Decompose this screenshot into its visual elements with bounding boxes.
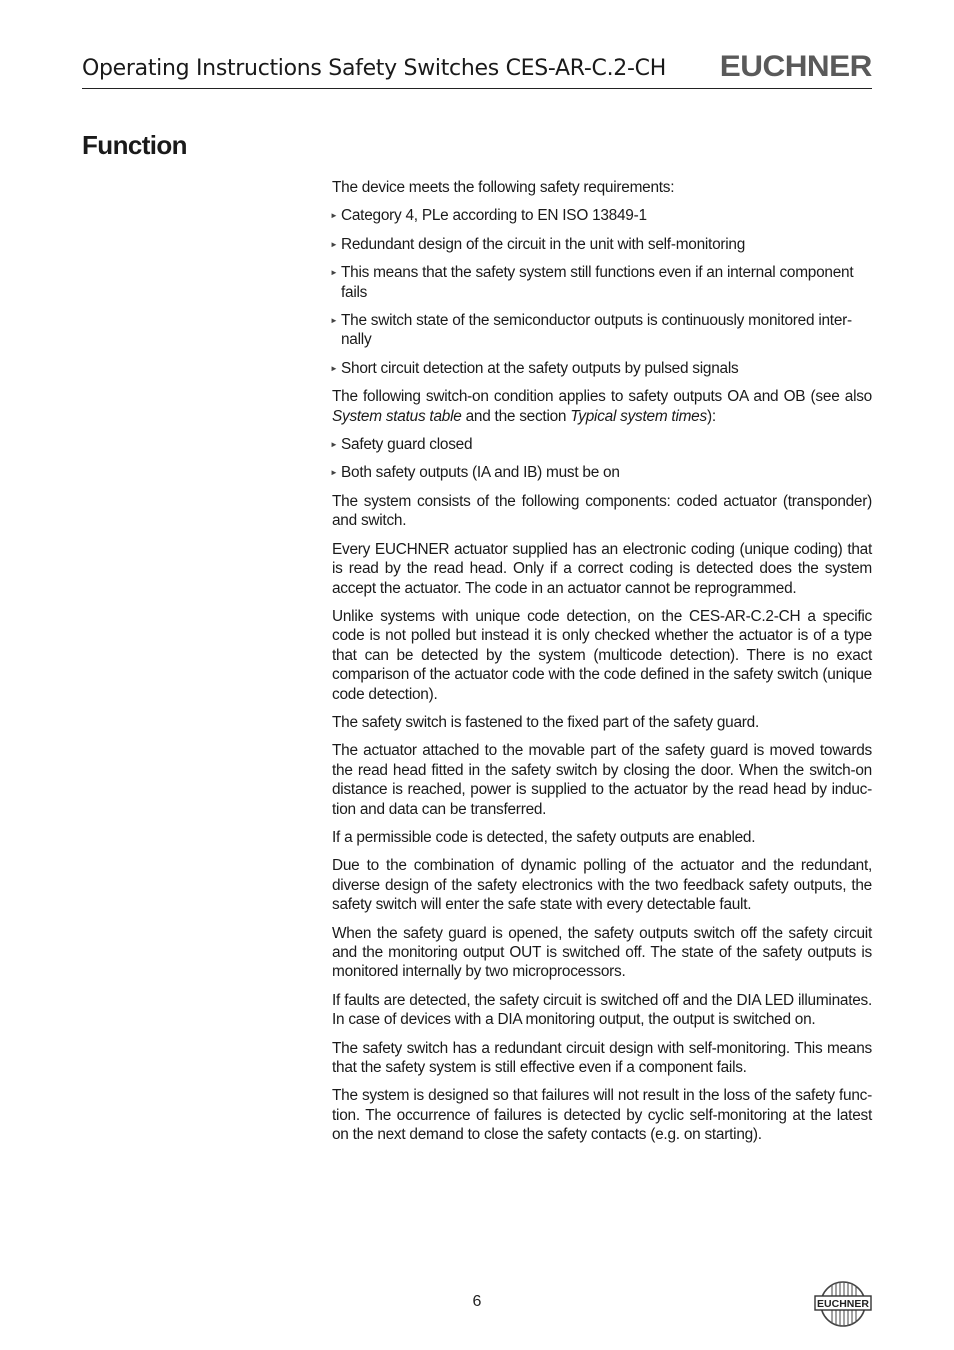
bullet-arrow-icon: ► <box>330 440 338 450</box>
list-item: ► Safety guard closed <box>330 436 473 454</box>
body-paragraph: The system is designed so that failures will not result in the loss of the safety func-tion. The occurrence of failures is detected by cyclic self-monitoring at the latest on the next demand to close the safety contacts (e.g. on starting). <box>332 1087 872 1144</box>
list-item: ► Category 4, PLe according to EN ISO 13849-1 <box>330 207 647 225</box>
bullet-arrow-icon: ► <box>330 211 338 221</box>
main-content <box>332 178 872 1154</box>
typical-system-times-reference: Typical system times <box>570 407 707 425</box>
system-status-table-reference: System status table <box>332 407 462 425</box>
body-paragraph: The actuator attached to the movable part of the safety guard is moved towards the read head fitted in the safety switch by closing the door. When the switch-on distance is reached, power is supplied to the actuator by the read head by induc-tion and data can be transferred. <box>332 742 872 818</box>
body-paragraph: When the safety guard is opened, the safety outputs switch off the safety circuit and the monitoring output OUT is switched off. The state of the safety outputs is monitored internally by two microprocessors. <box>332 924 872 981</box>
bullet-arrow-icon: ► <box>330 239 338 249</box>
body-paragraph: The system consists of the following components: coded actuator (transponder) and switch. <box>332 492 872 530</box>
body-paragraph: If faults are detected, the safety circuit is switched off and the DIA LED illuminates. In case of devices with a DIA monitoring output, the output is switched on. <box>332 991 872 1029</box>
body-paragraph: Every EUCHNER actuator supplied has an electronic coding (unique coding) that is read by the read head. Only if a correct coding is detected does the system accept the actuator. The code in an actuator cannot be reprogrammed. <box>332 540 872 597</box>
document-title: Operating Instructions Safety Switches CES-AR-C.2-CH <box>82 56 666 81</box>
bullet-arrow-icon: ► <box>330 363 338 373</box>
body-paragraph: Unlike systems with unique code detection, on the CES-AR-C.2-CH a specific code is not polled but instead it is only checked whether the actuator is of a type that can be detected by the system (multicode detection). There is no exact comparison of the actuator code with the code defined in the safety switch (unique code detection). <box>332 607 872 703</box>
body-paragraph: The safety switch is fastened to the fixed part of the safety guard. <box>332 713 760 731</box>
list-item: ► This means that the safety system still functions even if an internal component fails <box>330 264 854 301</box>
section-title: Function <box>82 130 187 160</box>
body-paragraph: The safety switch has a redundant circuit design with self-monitoring. This means that the safety system is still effective even if a component fails. <box>332 1039 872 1077</box>
footer-logo-text: EUCHNER <box>817 1298 869 1310</box>
brand-logo: EUCHNER <box>719 50 872 83</box>
euchner-seal-logo <box>814 1280 872 1328</box>
list-item: ► The switch state of the semiconductor outputs is continuously monitored inter-nally <box>330 312 852 349</box>
page-number: 6 <box>472 1293 482 1310</box>
intro-paragraph: The device meets the following safety requirements: <box>332 179 675 196</box>
list-item: ► Both safety outputs (IA and IB) must be on <box>330 464 620 482</box>
conditions-list <box>332 435 872 483</box>
requirements-list <box>332 206 872 378</box>
list-item: ► Redundant design of the circuit in the unit with self-monitoring <box>330 235 746 253</box>
bullet-arrow-icon: ► <box>330 268 338 278</box>
page-header <box>82 50 872 89</box>
body-paragraph: If a permissible code is detected, the safety outputs are enabled. <box>332 828 756 846</box>
body-paragraph: Due to the combination of dynamic polling of the actuator and the redundant, diverse design of the safety electronics with the two feedback safety outputs, the safety switch will enter the safe state with every detectable fault. <box>332 857 872 914</box>
bullet-arrow-icon: ► <box>330 316 338 326</box>
switch-on-paragraph: The following switch-on condition applies to safety outputs OA and OB (see also System status table and the section Typical system times): <box>332 388 872 425</box>
list-item: ► Short circuit detection at the safety outputs by pulsed signals <box>330 359 739 377</box>
bullet-arrow-icon: ► <box>330 468 338 478</box>
